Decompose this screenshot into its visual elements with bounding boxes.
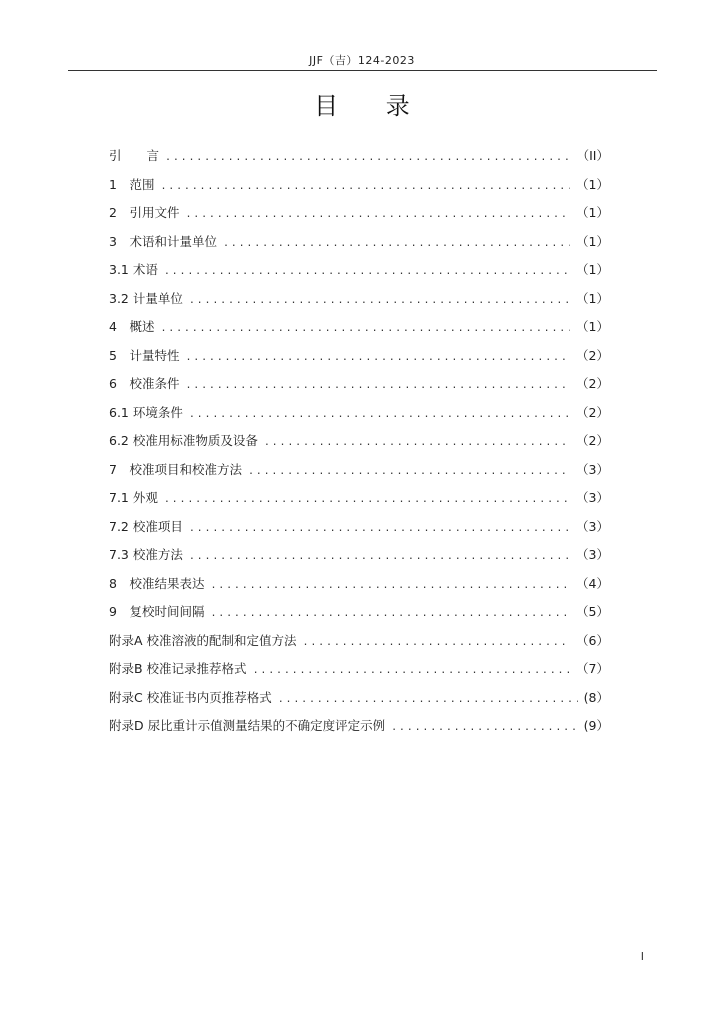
toc-leader-dots <box>164 494 570 505</box>
toc-leader-dots <box>189 551 570 562</box>
toc-leader-dots <box>210 580 570 591</box>
toc-entry-page: （5） <box>576 604 609 619</box>
toc-entry[interactable] <box>109 716 609 745</box>
toc-leader-dots <box>189 409 570 420</box>
toc-entry-label: 6 校准条件 <box>109 376 180 391</box>
toc-leader-dots <box>223 238 570 249</box>
toc-entry[interactable] <box>109 175 609 204</box>
page-title: 目 录 <box>314 92 410 120</box>
toc-entry[interactable] <box>109 403 609 432</box>
toc-entry-page: （3） <box>576 547 609 562</box>
toc-entry[interactable] <box>109 232 609 261</box>
toc-leader-dots <box>391 722 578 733</box>
toc-entry-label: 5 计量特性 <box>109 347 180 363</box>
toc-entry[interactable] <box>109 146 609 175</box>
toc-entry-label: 附录C 校准证书内页推荐格式 <box>109 689 272 705</box>
toc-entry-page: （2） <box>576 376 609 391</box>
toc-entry-label: 附录D 尿比重计示值测量结果的不确定度评定示例 <box>109 718 386 733</box>
toc-entry-label: 1 范围 <box>109 176 155 192</box>
toc-entry[interactable] <box>109 659 609 688</box>
toc-leader-dots <box>164 266 570 277</box>
toc-entry-page: （1） <box>576 205 609 220</box>
page-number: I <box>640 950 644 963</box>
toc-entry-page: （II） <box>576 148 609 163</box>
toc-entry-page: （3） <box>576 490 609 505</box>
toc-leader-dots <box>303 637 571 648</box>
toc-entry-label: 引 言 <box>109 148 160 163</box>
toc-entry[interactable] <box>109 346 609 375</box>
toc-leader-dots <box>278 694 578 705</box>
toc-entry-label: 附录B 校准记录推荐格式 <box>109 661 247 676</box>
toc-entry-label: 3 术语和计量单位 <box>109 233 217 249</box>
toc-entry-label: 3.2 计量单位 <box>109 290 183 306</box>
toc-entry[interactable] <box>109 317 609 346</box>
toc-entry-page: （1） <box>576 319 609 334</box>
toc-entry-page: （2） <box>576 347 609 363</box>
toc-leader-dots <box>189 295 570 306</box>
toc-entry[interactable] <box>109 488 609 517</box>
toc-entry-page: （1） <box>576 290 609 306</box>
toc-entry-label: 7.3 校准方法 <box>109 547 183 562</box>
toc-entry-label: 附录A 校准溶液的配制和定值方法 <box>109 632 297 648</box>
toc-leader-dots <box>165 152 571 163</box>
toc-entry-label: 3.1 术语 <box>109 262 158 277</box>
document-header-code: JJF（吉）124-2023 <box>309 54 415 67</box>
toc-entry-label: 6.1 环境条件 <box>109 404 183 420</box>
toc-entry[interactable] <box>109 631 609 660</box>
toc-entry[interactable] <box>109 431 609 460</box>
toc-entry-label: 4 概述 <box>109 319 155 334</box>
toc-entry-page: （1） <box>576 176 609 192</box>
toc-entry[interactable] <box>109 688 609 717</box>
toc-leader-dots <box>160 323 570 334</box>
toc-entry-page: （4） <box>576 575 609 591</box>
toc-entry-label: 7.2 校准项目 <box>109 518 183 534</box>
toc-entry-label: 2 引用文件 <box>109 205 180 220</box>
toc-entry[interactable] <box>109 574 609 603</box>
toc-entry-page: （3） <box>576 518 609 534</box>
toc-entry-page: （2） <box>576 433 609 448</box>
toc-entry-label: 7 校准项目和校准方法 <box>109 461 242 477</box>
toc-entry-page: (9） <box>583 718 609 733</box>
toc-leader-dots <box>160 181 570 192</box>
toc-entry[interactable] <box>109 517 609 546</box>
toc-entry[interactable] <box>109 545 609 574</box>
toc-entry[interactable] <box>109 460 609 489</box>
toc-entry-page: （2） <box>576 404 609 420</box>
toc-entry-page: (8） <box>583 689 609 705</box>
toc-leader-dots <box>185 209 570 220</box>
toc-leader-dots <box>264 437 570 448</box>
toc-leader-dots <box>185 352 570 363</box>
toc-entry-page: （1） <box>576 233 609 249</box>
toc-entry-page: （3） <box>576 461 609 477</box>
toc-entry[interactable] <box>109 289 609 318</box>
toc-entry[interactable] <box>109 203 609 232</box>
table-of-contents <box>109 146 609 745</box>
toc-leader-dots <box>185 380 570 391</box>
toc-leader-dots <box>210 608 570 619</box>
toc-entry[interactable] <box>109 602 609 631</box>
toc-entry-label: 7.1 外观 <box>109 490 158 505</box>
toc-leader-dots <box>253 665 570 676</box>
toc-entry-page: （1） <box>576 262 609 277</box>
toc-leader-dots <box>189 523 570 534</box>
toc-entry-page: （6） <box>576 632 609 648</box>
toc-entry-label: 9 复校时间间隔 <box>109 604 205 619</box>
toc-entry[interactable] <box>109 374 609 403</box>
toc-entry-label: 8 校准结果表达 <box>109 575 205 591</box>
toc-entry-label: 6.2 校准用标准物质及设备 <box>109 433 258 448</box>
toc-entry[interactable] <box>109 260 609 289</box>
toc-entry-page: （7） <box>576 661 609 676</box>
toc-leader-dots <box>248 466 570 477</box>
header-divider <box>68 70 657 71</box>
